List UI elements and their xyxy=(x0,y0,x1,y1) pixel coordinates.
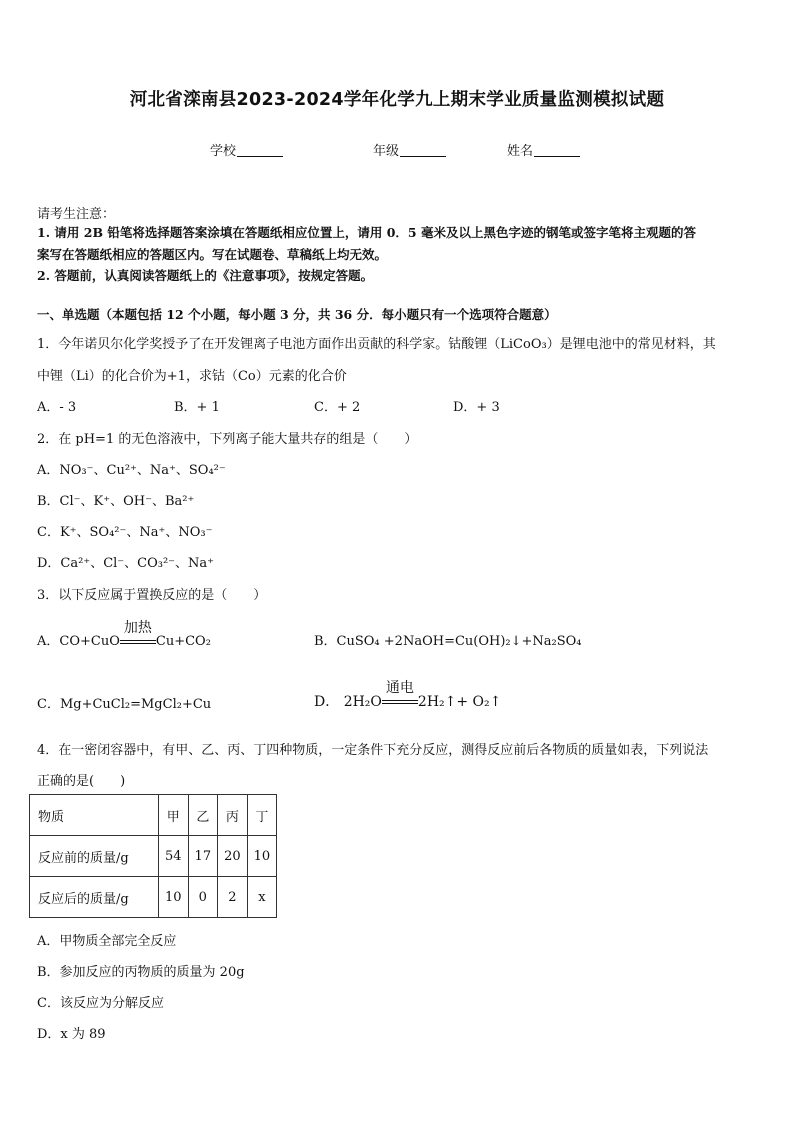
q4-option-d[interactable]: D．x 为 89 xyxy=(37,1027,106,1042)
table-cell: 20 xyxy=(218,836,248,877)
name-field[interactable] xyxy=(507,140,580,159)
q3-a-label: A． xyxy=(37,634,60,649)
table-cell: 反应后的质量/g xyxy=(30,877,159,918)
q2-option-c[interactable]: C．K⁺、SO₄²⁻、Na⁺、NO₃⁻ xyxy=(37,525,213,540)
q3-option-b[interactable]: B．CuSO₄ +2NaOH=Cu(OH)₂↓+Na₂SO₄ xyxy=(314,634,582,649)
table-cell: 2 xyxy=(218,877,248,918)
q2-option-b[interactable]: B．Cl⁻、K⁺、OH⁻、Ba²⁺ xyxy=(37,494,195,509)
q4-option-a[interactable]: A．甲物质全部完全反应 xyxy=(37,934,177,949)
name-blank[interactable] xyxy=(534,143,580,157)
q3-a-reactants: CO+CuO xyxy=(59,634,120,649)
q1-option-b[interactable]: B．+ 1 xyxy=(174,400,220,415)
q3-d-condition-sign xyxy=(382,680,418,709)
name-label: 姓名 xyxy=(507,144,534,159)
q1-stem-line-1: 1．今年诺贝尔化学奖授予了在开发锂离子电池方面作出贡献的科学家。钴酸锂（LiCoO₃）是锂电池中的常见材料，其 xyxy=(37,337,716,352)
q3-stem: 3．以下反应属于置换反应的是（ ） xyxy=(37,588,267,603)
notice-item-1-line-1: 1. 请用 2B 铅笔将选择题答案涂填在答题纸相应位置上，请用 0．5 毫米及以上黑色字迹的钢笔或签字笔将主观题的答 xyxy=(37,225,696,240)
notice-item-1-line-2: 案写在答题纸相应的答题区内。写在试题卷、草稿纸上均无效。 xyxy=(37,247,388,262)
q2-stem: 2．在 pH=1 的无色溶液中，下列离子能大量共存的组是（ ） xyxy=(37,432,418,447)
table-header-cell: 物质 xyxy=(30,795,159,836)
q3-a-condition-sign xyxy=(120,619,156,649)
table-cell: 54 xyxy=(159,836,189,877)
q4-mass-table xyxy=(29,794,277,918)
q4-option-c[interactable]: C．该反应为分解反应 xyxy=(37,996,164,1011)
table-cell: 10 xyxy=(159,877,189,918)
table-header-cell: 甲 xyxy=(159,795,189,836)
page-title: 河北省滦南县2023-2024学年化学九上期末学业质量监测模拟试题 xyxy=(129,90,665,110)
grade-field[interactable] xyxy=(373,140,446,159)
school-label: 学校 xyxy=(210,144,237,159)
table-header-cell: 丁 xyxy=(247,795,277,836)
table-row xyxy=(30,877,277,918)
q3-a-products: Cu+CO₂ xyxy=(155,634,211,649)
notice-heading: 请考生注意： xyxy=(37,207,116,222)
q3-d-label: D． xyxy=(314,694,340,710)
q1-stem-line-2: 中锂（Li）的化合价为+1，求钴（Co）元素的化合价 xyxy=(37,369,347,384)
grade-blank[interactable] xyxy=(400,143,446,157)
table-cell: 反应前的质量/g xyxy=(30,836,159,877)
q2-option-a[interactable]: A．NO₃⁻、Cu²⁺、Na⁺、SO₄²⁻ xyxy=(37,463,226,478)
q3-option-c[interactable]: C．Mg+CuCl₂=MgCl₂+Cu xyxy=(37,697,212,712)
q1-option-a[interactable]: A．- 3 xyxy=(37,400,77,415)
q4-stem-line-1: 4．在一密闭容器中，有甲、乙、丙、丁四种物质，一定条件下充分反应，测得反应前后各物质的质量如表，下列说法 xyxy=(37,743,709,758)
q2-option-d[interactable]: D．Ca²⁺、Cl⁻、CO₃²⁻、Na⁺ xyxy=(37,556,215,571)
table-header-cell: 乙 xyxy=(188,795,218,836)
q4-stem-line-2: 正确的是( ) xyxy=(37,774,126,789)
school-field[interactable] xyxy=(210,140,283,159)
q3-option-d[interactable] xyxy=(314,680,502,711)
table-row xyxy=(30,795,277,836)
table-row xyxy=(30,836,277,877)
notice-item-2: 2. 答题前，认真阅读答题纸上的《注意事项》，按规定答题。 xyxy=(37,268,374,283)
q3-d-reactants: 2H₂O xyxy=(343,694,382,710)
table-cell: 0 xyxy=(188,877,218,918)
section-1-heading: 一、单选题（本题包括 12 个小题，每小题 3 分，共 36 分．每小题只有一个选项符合题意） xyxy=(37,307,557,322)
school-blank[interactable] xyxy=(237,143,283,157)
table-header-cell: 丙 xyxy=(218,795,248,836)
table-cell: 17 xyxy=(188,836,218,877)
q3-d-condition: 通电 xyxy=(385,680,414,696)
q3-option-a[interactable] xyxy=(37,619,211,649)
q4-option-b[interactable]: B．参加反应的丙物质的质量为 20g xyxy=(37,965,245,980)
q3-d-products: 2H₂↑+ O₂↑ xyxy=(417,694,502,710)
q1-option-c[interactable]: C．+ 2 xyxy=(314,400,361,415)
grade-label: 年级 xyxy=(373,144,400,159)
table-cell: x xyxy=(247,877,277,918)
q1-option-d[interactable]: D．+ 3 xyxy=(453,400,500,415)
q3-a-condition: 加热 xyxy=(123,619,152,636)
table-cell: 10 xyxy=(247,836,277,877)
